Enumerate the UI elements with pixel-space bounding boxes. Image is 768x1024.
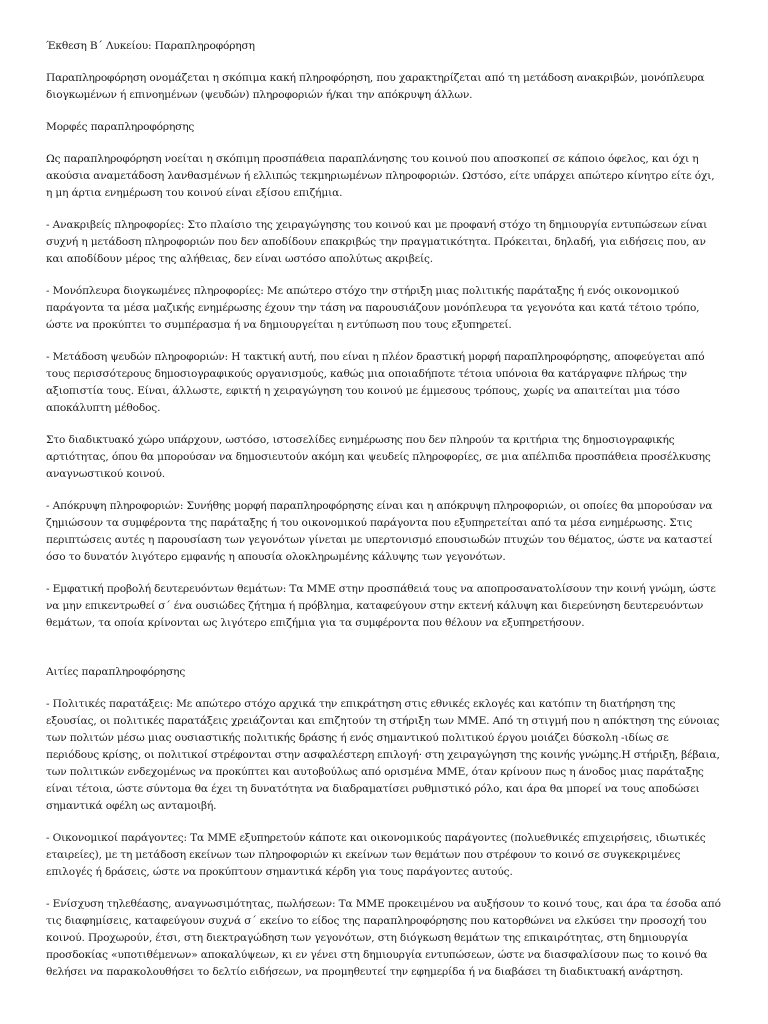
forms-paragraph-3: - Μονόπλευρα διογκωμένες πληροφορίες: Με απώτερο στόχο την στήριξη μιας πολιτικής παράταξης ή ενός οικονομικού παράγοντα τα μέσα μαζικής ενημέρωσης έχουν την τάση να παρουσιάζουν μονόπλευρα τα γεγονότα και κατά τέτοιο τρόπο, ώστε να προκύπτει το συμπέρασμα ή να δημιουργείται η εντύπωση που τους εξυπηρετεί. [46, 285, 700, 331]
intro-paragraph: Παραπληροφόρηση ονομάζεται η σκόπιμα κακή πληροφόρηση, που χαρακτηρίζεται από τη μετάδοση ανακριβών, μονόπλευρα διογκωμένων ή επινοημένων (ψευδών) πληροφοριών ή/και την απόκρυψη άλλων. [46, 72, 705, 101]
forms-paragraph-4: - Μετάδοση ψευδών πληροφοριών: Η τακτική αυτή, που είναι η πλέον δραστική μορφή παραπληροφόρησης, αποφεύγεται από τους περισσότερους δημοσιογραφικούς οργανισμούς, καθώς μια οποιαδήποτε τέτοια υπόνοια θα κατάργαφνε πλήρως την αξιοπιστία τους. Είναι, άλλωστε, εφικτή η χειραγώγηση του κοινού με έμμεσους τρόπους, χωρίς να απαιτείται μια τόσο αποκάλυπτη μέθοδος. [46, 351, 705, 414]
forms-paragraph-7: - Εμφατική προβολή δευτερευόντων θεμάτων: Τα ΜΜΕ στην προσπάθειά τους να αποπροσανατολίσουν την κοινή γνώμη, ώστε να μην επικεντρωθεί σ΄ ένα ουσιώδες ζήτημα ή πρόβλημα, καταφεύγουν στην εκτενή κάλυψη και διερεύνηση δευτερευόντων θεμάτων, τα οποία κρίνονται ως λιγότερο επιζήμια για τα συμφέροντα που θέλουν να εξυπηρετήσουν. [46, 583, 716, 629]
section-spacer [46, 647, 722, 664]
causes-paragraph-2: - Οικονομικοί παράγοντες: Τα ΜΜΕ εξυπηρετούν κάποτε και οικονομικούς παράγοντες (πολυεθνικές επιχειρήσεις, ιδιωτικές εταιρείες), με τη μετάδοση εκείνων των πληροφοριών κι εκείνων των θεμάτων που στρέφουν το κοινό σε συγκεκριμένες επιλογές ή δράσεις, ώστε να προκύπτουν σημαντικά κέρδη για τους παράγοντες αυτούς. [46, 832, 706, 878]
forms-paragraph-5: Στο διαδικτυακό χώρο υπάρχουν, ωστόσο, ιστοσελίδες ενημέρωσης που δεν πληρούν τα κριτήρια της δημοσιογραφικής αρτιότητας, όπου θα μπορούσαν να δημοσιευτούν ακόμη και ψευδείς πληροφορίες, σε μια απέλπιδα προσπάθεια προσέλκυσης αναγνωστικού κοινού. [46, 434, 711, 480]
causes-paragraph-1: - Πολιτικές παρατάξεις: Με απώτερο στόχο αρχικά την επικράτηση στις εθνικές εκλογές και κατόπιν τη διατήρηση της εξουσίας, οι πολιτικές παρατάξεις χρειάζονται και επιζητούν τη στήριξη των ΜΜΕ. Από τη στιγμή που η απόκτηση της εύνοιας των πολιτών μέσω μιας ουσιαστικής πολιτικής δράσης ή ενός σημαντικού πολιτικού έργου μοιάζει δύσκολη -ιδίως σε περιόδους κρίσης, οι πολιτικοί στρέφονται στην ασφαλέστερη επιλογή· στη χειραγώγηση της κοινής γνώμης.Η στήριξη, βέβαια, των πολιτικών ενδεχομένως να προκύπτει και αυτοβούλως από ορισμένα ΜΜΕ, όταν κρίνουν πως η άνοδος μιας παράταξης είναι τέτοια, ώστε σύντομα θα έχει τη δυνατότητα να διαδραματίσει ρυθμιστικό ρόλο, και άρα θα μπορεί να τους αποδώσει σημαντικά οφέλη ως ανταμοιβή. [46, 698, 720, 812]
forms-paragraph-1: Ως παραπληροφόρηση νοείται η σκόπιμη προσπάθεια παραπλάνησης του κοινού που αποσκοπεί σε κάποιο όφελος, και όχι η ακούσια αναμετάδοση λανθασμένων ή ελλιπώς τεκμηριωμένων πληροφοριών. Ωστόσο, είτε υπάρχει απώτερο κίνητρο είτε όχι, η μη άρτια ενημέρωση του κοινού είναι εξίσου επιζήμια. [46, 153, 715, 199]
document-title: Έκθεση Β΄ Λυκείου: Παραπληροφόρηση [46, 40, 255, 52]
forms-heading: Μορφές παραπληροφόρησης [46, 121, 195, 133]
causes-heading: Αιτίες παραπληροφόρησης [46, 666, 186, 678]
forms-paragraph-2: - Ανακριβείς πληροφορίες: Στο πλαίσιο της χειραγώγησης του κοινού και με προφανή στόχο τη δημιουργία εντυπώσεων είναι συχνή η μετάδοση πληροφοριών που δεν αποδίδουν επακριβώς την πραγματικότητα. Πρόκειται, δηλαδή, για ειδήσεις που, αν και αποδίδουν μέρος της αλήθειας, δεν είναι ωστόσο απολύτως ακριβείς. [46, 219, 708, 265]
forms-paragraph-6: - Απόκρυψη πληροφοριών: Συνήθης μορφή παραπληροφόρησης είναι και η απόκρυψη πληροφοριών, οι οποίες θα μπορούσαν να ζημιώσουν τα συμφέροντα της παράταξης ή του οικονομικού παράγοντα που εξυπηρετείται από τα μέσα ενημέρωσης. Στις περιπτώσεις αυτές η παρουσίαση των γεγονότων γίνεται με υπερτονισμό επουσιωδών πτυχών του θέματος, ώστε να καταστεί όσο το δυνατόν λιγότερο εμφανής η απουσία ολοκληρωμένης κάλυψης των γεγονότων. [46, 500, 713, 563]
causes-paragraph-3: - Ενίσχυση τηλεθέασης, αναγνωσιμότητας, πωλήσεων: Τα ΜΜΕ προκειμένου να αυξήσουν το κοινό τους, και άρα τα έσοδα από τις διαφημίσεις, καταφεύγουν συχνά σ΄ εκείνο το είδος της παραπληροφόρησης που κατορθώνει να ελκύσει την προσοχή του κοινού. Προχωρούν, έτσι, στη διεκτραγώδηση των γεγονότων, στη διόγκωση θεμάτων της επικαιρότητας, στη δημιουργία προσδοκίας «υποτιθέμενων» αποκαλύψεων, κι εν γένει στη δημιουργία εντυπώσεων, ώστε να διασφαλίσουν πως το κοινό θα θελήσει να παρακολουθήσει το δελτίο ειδήσεων, να προμηθευτεί την εφημερίδα ή να διαβάσει τη διαδικτυακή ανάρτηση. [46, 898, 721, 978]
